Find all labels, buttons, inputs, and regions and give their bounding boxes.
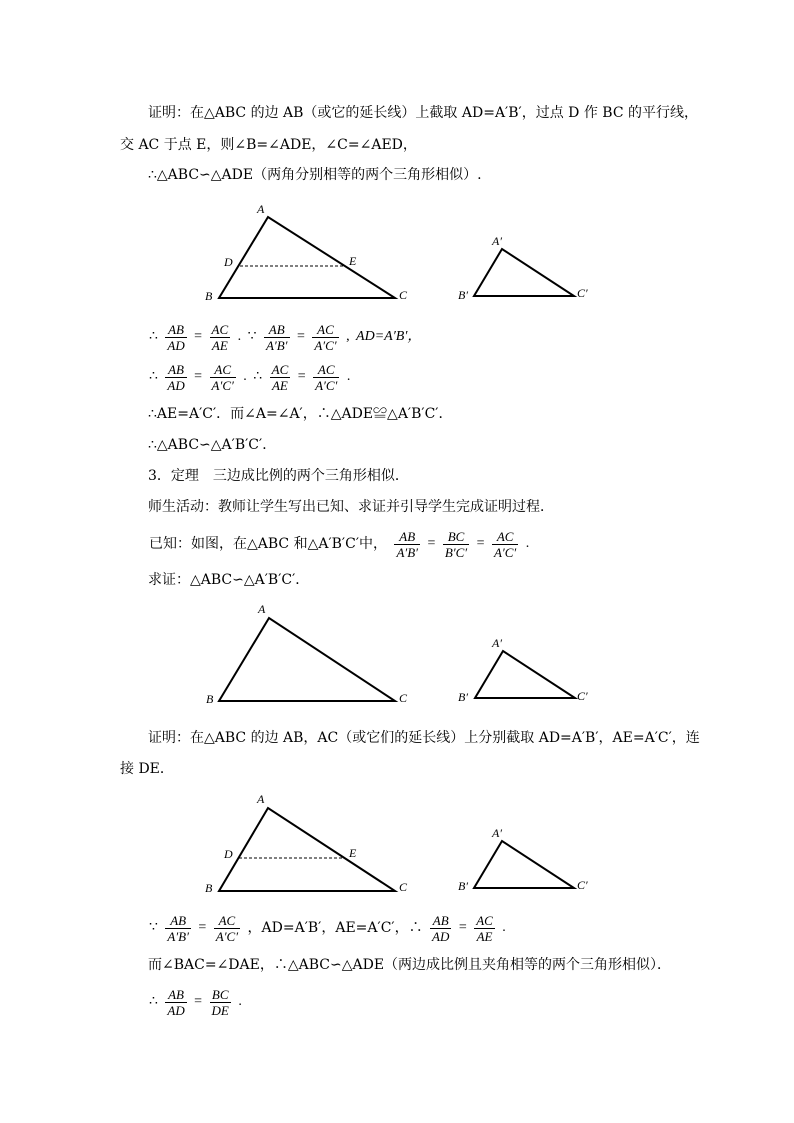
label-d: D	[224, 847, 233, 861]
label-c2: C′	[577, 878, 588, 892]
fraction: $\frac{AB}{A'B'}$	[167, 912, 189, 944]
activity-line: 师生活动：教师让学生写出已知、求证并引导学生完成证明过程．	[148, 499, 554, 515]
label-b: B	[205, 881, 213, 895]
prove-line: 求证：△ABC∽△A′B′C′．	[148, 572, 310, 588]
equation-line-4: ∴ $\frac{AB}{AD}$ = $\frac{BC}{DE}$ .	[149, 986, 242, 1018]
equation-line-3: ∵ $\frac{AB}{A'B'}$ = $\frac{AC}{A'C'}$ ，AD=A′B′，AE=A′C′，∴ $\frac{AB}{AD}$ = $\frac{AC}{AE}$ .	[149, 912, 506, 944]
fraction: $\frac{AC}{A'C'}$	[493, 528, 517, 560]
triangle-a2b2c2-1	[474, 249, 574, 296]
fraction: $\frac{AC}{AE}$	[476, 912, 493, 944]
fraction: $\frac{AB}{A'B'}$	[265, 321, 288, 353]
proof1-line1: 证明：在△ABC 的边 AB（或它的延长线）上截取 AD=A′B′，过点 D 作 BC 的平行线，	[148, 105, 698, 121]
fraction: $\frac{AC}{A'C'}$	[211, 361, 234, 393]
label-b2: B′	[458, 879, 468, 893]
label-b2: B′	[458, 690, 468, 704]
triangle-abc-3	[219, 808, 395, 891]
proof1-line2: 交 AC 于点 E，则∠B=∠ADE，∠C=∠AED，	[120, 137, 417, 153]
line-ae-equal: ∴AE=A′C′．而∠A=∠A′，∴△ADE≌△A′B′C′．	[148, 406, 453, 422]
triangle-abc-2	[219, 618, 395, 701]
equation-line-2: ∴ $\frac{AB}{AD}$ = $\frac{AC}{A'C'}$ . ∴ $\frac{AC}{AE}$ = $\frac{AC}{A'C'}$ .	[149, 361, 351, 393]
label-a2: A′	[492, 636, 502, 650]
label-a2: A′	[492, 234, 502, 248]
fraction: $\frac{BC}{B'C'}$	[444, 528, 468, 560]
line-similar: ∴△ABC∽△A′B′C′．	[148, 437, 277, 453]
triangle-a2b2c2-2	[475, 651, 575, 698]
theorem-3: 3．定理 三边成比例的两个三角形相似．	[148, 468, 409, 484]
proof2-line1: 证明：在△ABC 的边 AB，AC（或它们的延长线）上分别截取 AD=A′B′，AE=A′C′，连	[148, 730, 700, 746]
fraction: $\frac{AB}{A'B'}$	[396, 528, 419, 560]
triangle-abc-1	[219, 217, 395, 298]
label-c: C	[399, 691, 408, 705]
fraction: $\frac{AB}{AD}$	[167, 321, 185, 353]
label-c: C	[399, 880, 408, 894]
triangle-a2b2c2-3	[474, 841, 574, 888]
fraction: $\frac{BC}{DE}$	[211, 986, 229, 1018]
label-d: D	[224, 255, 233, 269]
equation-line-1: ∴ $\frac{AB}{AD}$ = $\frac{AC}{AE}$ . ∵ $\frac{AB}{A'B'}$ = $\frac{AC}{A'C'}$ , AD=A′B′，	[149, 321, 422, 353]
fraction: $\frac{AC}{A'C'}$	[314, 321, 337, 353]
fraction: $\frac{AB}{AD}$	[167, 361, 185, 393]
label-e: E	[349, 846, 357, 860]
label-b: B	[205, 289, 213, 303]
line-angle: 而∠BAC=∠DAE，∴△ABC∽△ADE（两边成比例且夹角相等的两个三角形相似）．	[148, 957, 672, 973]
label-b2: B′	[458, 288, 468, 302]
fraction: $\frac{AC}{AE}$	[271, 361, 289, 393]
proof2-line2: 接 DE．	[120, 761, 174, 777]
label-c2: C′	[577, 286, 588, 300]
proof1-line3: ∴△ABC∽△ADE（两角分别相等的两个三角形相似）.	[148, 167, 482, 183]
label-c: C	[399, 288, 408, 302]
label-e: E	[349, 254, 357, 268]
label-c2: C′	[577, 689, 588, 703]
label-a2: A′	[492, 826, 502, 840]
label-b: B	[206, 692, 214, 706]
fraction: $\frac{AB}{AD}$	[167, 986, 185, 1018]
label-a: A	[257, 202, 265, 216]
fraction: $\frac{AC}{A'C'}$	[215, 912, 239, 944]
fraction: $\frac{AC}{AE}$	[211, 321, 229, 353]
fraction: $\frac{AB}{AD}$	[432, 912, 450, 944]
fraction: $\frac{AC}{A'C'}$	[315, 361, 338, 393]
label-a: A	[257, 792, 265, 806]
label-a: A	[258, 602, 266, 616]
given-line: 已知：如图，在△ABC 和△A′B′C′中， $\frac{AB}{A'B'}$ = $\frac{BC}{B'C'}$ = $\frac{AC}{A'C'}$ .	[149, 528, 530, 560]
